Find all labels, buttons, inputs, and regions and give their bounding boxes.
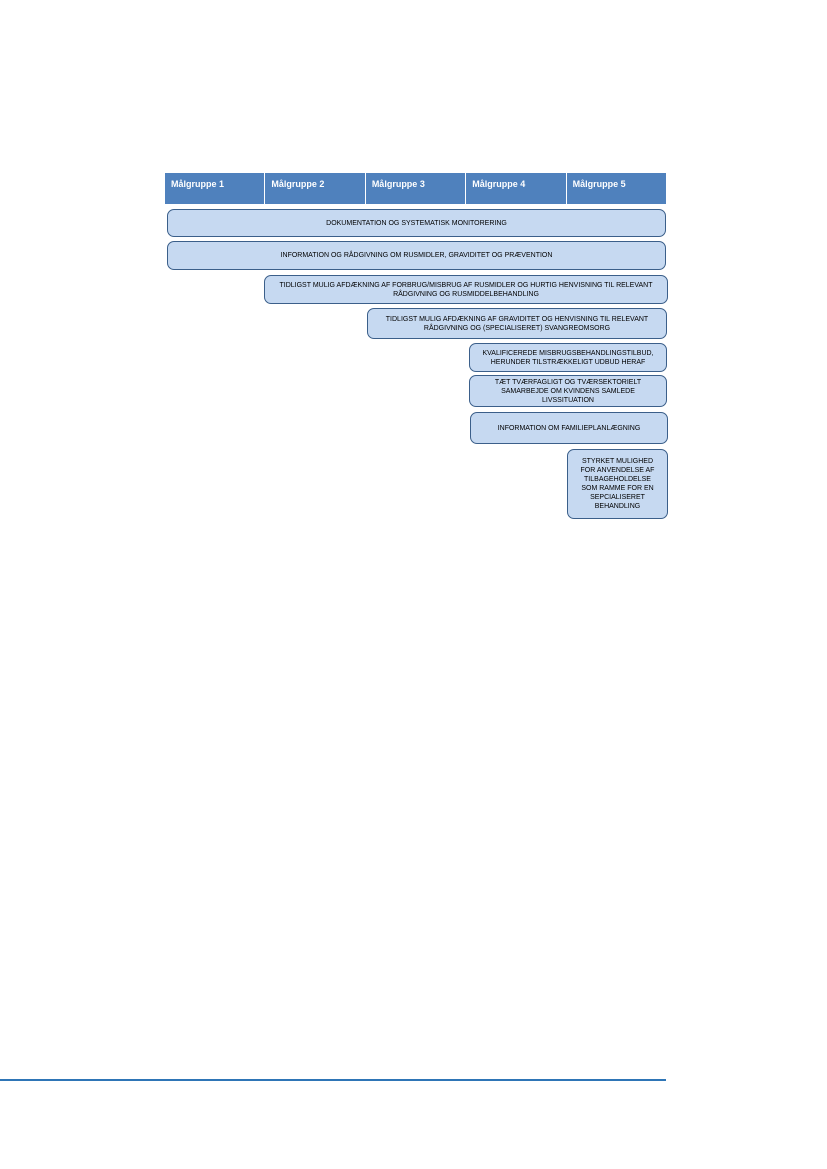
initiative-information-counselling [167, 241, 666, 270]
initiative-detention-framework [567, 449, 668, 519]
header-target-group-5: Målgruppe 5 [567, 173, 666, 204]
initiative-label: INFORMATION OM FAMILIEPLANLÆGNING [497, 424, 641, 432]
initiative-family-planning [470, 412, 668, 444]
header-target-group-2: Målgruppe 2 [265, 173, 365, 204]
initiative-label: INFORMATION OG RÅDGIVNING OM RUSMIDLER, GRAVIDITET OG PRÆVENTION [280, 252, 553, 259]
header-target-group-3: Målgruppe 3 [366, 173, 466, 204]
initiative-label: TIDLIGST MULIG AFDÆKNING AF GRAVIDITET OG HENVISNING TIL RELEVANT RÅDGIVNING OG (SPECIALISERET) SVANGREOMSORG [385, 315, 649, 332]
initiative-early-pregnancy-detection [367, 308, 667, 339]
footer-divider [0, 1079, 666, 1081]
header-target-group-4: Målgruppe 4 [466, 173, 566, 204]
initiative-documentation-monitoring [167, 209, 666, 237]
initiative-label: TÆT TVÆRFAGLIGT OG TVÆRSEKTORIELT SAMARBEJDE OM KVINDENS SAMLEDE LIVSSITUATION [494, 378, 642, 404]
header-target-group-1: Målgruppe 1 [165, 173, 265, 204]
initiative-label: TIDLIGST MULIG AFDÆKNING AF FORBRUG/MISBRUG AF RUSMIDLER OG HURTIG HENVISNING TIL RELEVANT RÅDGIVNING OG RUSMIDDELBEHANDLING [279, 281, 653, 298]
initiative-qualified-treatment [469, 343, 667, 372]
target-group-header [165, 173, 666, 204]
initiative-label: KVALIFICEREDE MISBRUGSBEHANDLINGSTILBUD, HERUNDER TILSTRÆKKELIGT UDBUD HERAF [482, 349, 654, 366]
initiative-label: DOKUMENTATION OG SYSTEMATISK MONITORERING [326, 219, 507, 227]
initiative-early-substance-detection [264, 275, 668, 304]
initiative-interdisciplinary-cooperation [469, 375, 667, 407]
initiative-label: STYRKET MULIGHED FOR ANVENDELSE AF TILBAGEHOLDELSE SOM RAMME FOR EN SEPCIALISERET BEHANDLING [580, 458, 655, 510]
